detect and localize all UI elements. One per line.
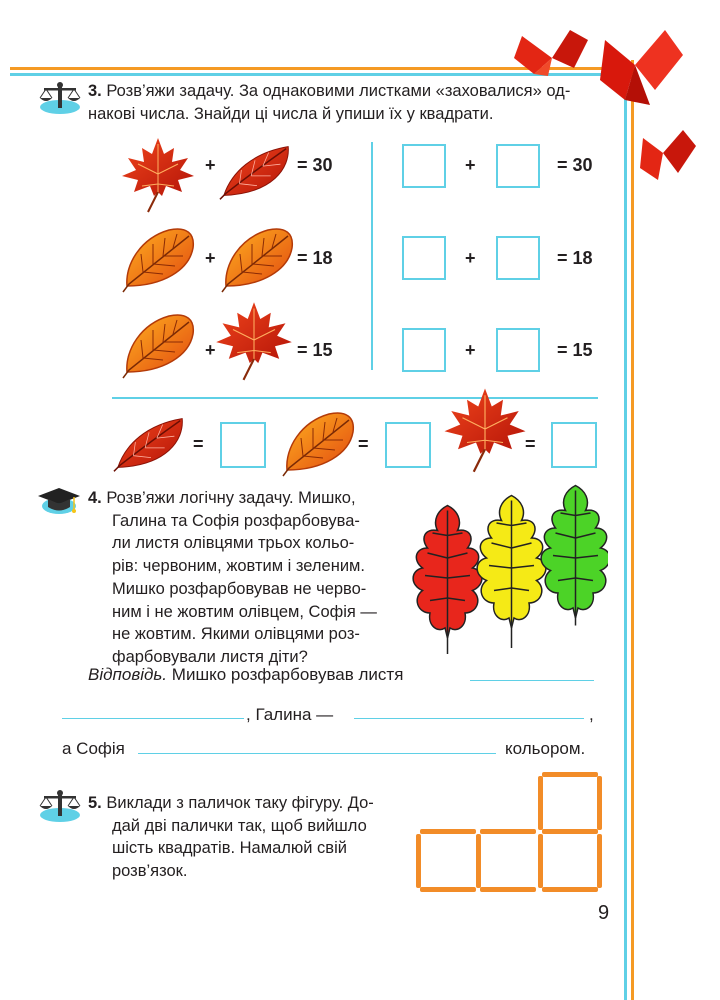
task4-line: не жовтим. Якими олівцями роз- (112, 625, 360, 644)
task3-line1: Розв’яжи задачу. За однаковими листками «заховалися» од- (106, 82, 571, 100)
answer-blank[interactable] (62, 718, 244, 719)
answer-box[interactable] (402, 144, 446, 188)
birch-leaf-icon (118, 224, 200, 294)
result-18: = 18 (557, 248, 593, 268)
plus-sign: + (465, 155, 476, 175)
butterfly-icon (512, 28, 592, 78)
answer-box[interactable] (496, 236, 540, 280)
maple-leaf-icon (212, 298, 296, 382)
red-leaf-icon (112, 414, 190, 474)
oak-leaves-illustration (408, 478, 608, 654)
task3-line2: накові числа. Знайди ці числа й упиши їх у квадрати. (88, 105, 494, 123)
task4-line: фарбовували листя діти? (112, 647, 308, 666)
task5-line: розв’язок. (112, 861, 188, 880)
task4-line: рів: червоним, жовтим і зеленим. (112, 557, 365, 576)
answer-blank[interactable] (138, 753, 496, 754)
answer-blank[interactable] (354, 718, 584, 719)
answer-box[interactable] (385, 422, 431, 468)
scales-icon (36, 80, 84, 116)
graduation-cap-icon (36, 484, 82, 518)
answer-box[interactable] (402, 328, 446, 372)
task5-number: 5. (88, 794, 102, 812)
answer-box[interactable] (496, 144, 540, 188)
maple-leaf-icon (118, 134, 198, 214)
answer-box[interactable] (496, 328, 540, 372)
red-leaf-icon (218, 142, 296, 202)
answer-text: Мишко розфарбовував листя (171, 665, 404, 684)
equals-sign: = (193, 434, 204, 454)
answer-label: Відповідь. (88, 665, 168, 684)
birch-leaf-icon (217, 224, 299, 294)
result-15: = 15 (297, 340, 333, 360)
task5-line: шість квадратів. Намалюй свій (112, 839, 347, 857)
maple-leaf-icon (440, 384, 530, 474)
task4-line: ли листя олівцями трьох кольо- (112, 534, 355, 553)
plus-sign: + (205, 155, 216, 175)
task4-line: ним і не жовтим олівцем, Софія — (112, 602, 377, 621)
plus-sign: + (205, 248, 216, 268)
equals-sign: = (358, 434, 369, 454)
answer-box[interactable] (402, 236, 446, 280)
galyna-label: , Галина — (246, 705, 334, 724)
task5-text (88, 792, 398, 882)
result-15: = 15 (557, 340, 593, 360)
sofia-label: а Софія (62, 739, 125, 758)
result-18: = 18 (297, 248, 333, 268)
task5-line: дай дві палички так, щоб вийшло (112, 816, 367, 835)
task4-line: Мишко розфарбовував не черво- (112, 579, 367, 598)
task5-line: Виклади з паличок таку фігуру. До- (106, 794, 374, 812)
plus-sign: + (465, 340, 476, 360)
comma: , (589, 705, 594, 724)
answer-blank[interactable] (470, 680, 594, 681)
answer-line-1 (88, 665, 403, 685)
plus-sign: + (205, 340, 216, 360)
birch-leaf-icon (278, 408, 360, 478)
task4-line: Галина та Софія розфарбовува- (112, 511, 360, 530)
color-word: кольором. (505, 739, 586, 758)
page-number: 9 (598, 902, 610, 924)
equals-sign: = (525, 434, 536, 454)
butterfly-icon (595, 30, 685, 110)
task3-number: 3. (88, 82, 102, 100)
answer-box[interactable] (220, 422, 266, 468)
task4-line: Розв’яжи логічну задачу. Мишко, (106, 489, 356, 507)
task4-text (88, 487, 398, 669)
result-30: = 30 (557, 155, 593, 175)
plus-sign: + (465, 248, 476, 268)
right-cyan-rule (624, 73, 627, 1000)
right-orange-rule (631, 60, 634, 1000)
matchstick-figure (410, 768, 610, 898)
column-divider (371, 142, 373, 370)
result-30: = 30 (297, 155, 333, 175)
task3-text (88, 80, 608, 126)
birch-leaf-icon (118, 310, 200, 380)
scales-icon (36, 788, 84, 824)
answer-box[interactable] (551, 422, 597, 468)
butterfly-icon (638, 128, 698, 183)
task4-number: 4. (88, 489, 102, 507)
